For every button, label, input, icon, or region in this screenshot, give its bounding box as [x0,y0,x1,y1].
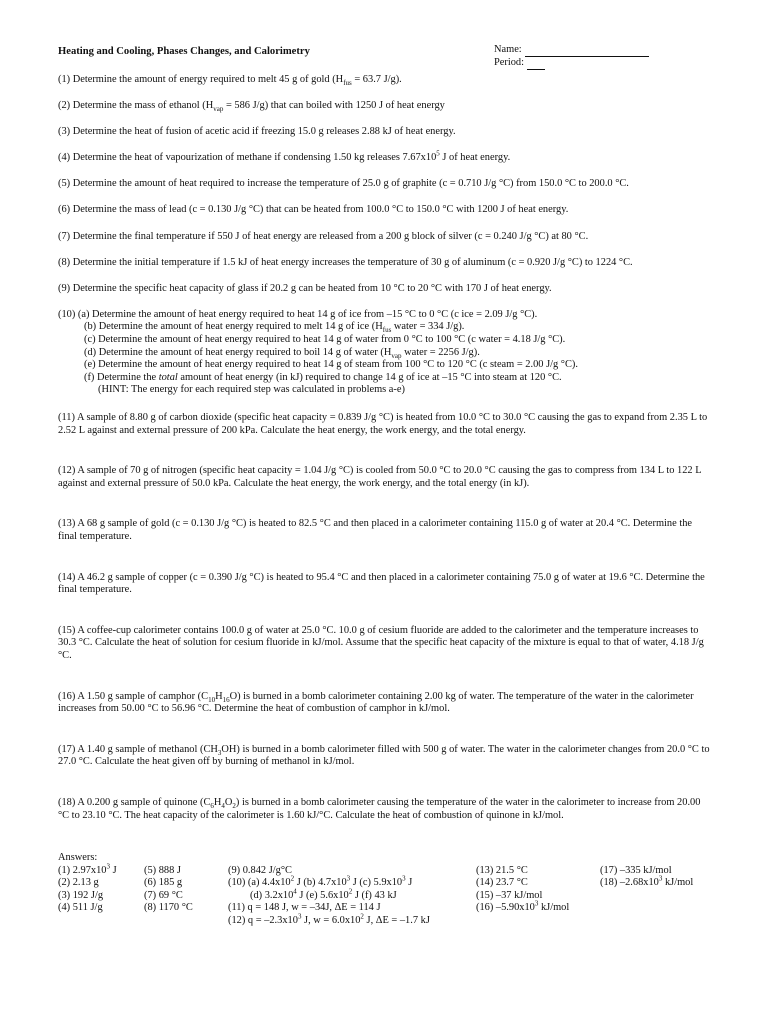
problem-10-b: (b) Determine the amount of heat energy required to melt 14 g of ice ($H_{fus}$ water = 334 J/g). [84,321,465,335]
answer-grid [58,862,710,945]
period-blank[interactable] [527,59,545,70]
problem-13: (13) A 68 g sample of gold (c = 0.130 J/g °C) is heated to 82.5 °C and then placed in a calorimeter containing 115.0 g of water at 20.4 °C. Determine the final temperature. [58,518,693,542]
problem-12: (12) A sample of 70 g of nitrogen (specific heat capacity = 1.04 J/g °C) is cooled from 50.0 °C to 20.0 °C causing the gas to compress from 134 L to 122 L against and external pressure of 50.0 kPa. Calculate the heat energy, the work energy, and the total energy (in kJ). [58,465,702,489]
problem-10-c: (c) Determine the amount of heat energy required to heat 14 g of water from 0 °C to 100 °C (c water = 4.18 J/g °C). [84,334,566,346]
name-field[interactable] [494,44,654,57]
answer-6: (6) 185 g [144,877,183,889]
answer-column-5 [600,865,693,890]
answer-12: (12) $q = -2.3x10^3$ J, $w = 6.0x10^2$ J, ΔE = –1.7 kJ [228,912,430,926]
problem-10-hint: (HINT: The energy for each required step was calculated in problems a-e) [98,384,405,396]
answer-9: (9) 0.842 J/g°C [228,865,292,877]
answer-11: (11) q = 148 J, w = –34J, ΔE = 114 J [228,902,381,914]
answer-17: (17) –335 kJ/mol [600,865,672,877]
answer-key-heading: Answers: [58,852,98,864]
problem-7: (7) Determine the final temperature if 550 J of heat energy are released from a 200 g block of silver (c = 0.240 J/g °C) at 80 °C. [58,230,589,242]
problem-10-a: (10) (a) Determine the amount of heat energy required to heat 14 g of ice from –15 °C to 0 °C (c ice = 2.09 J/g °C). [58,308,538,320]
answer-7: (7) 69 °C [144,889,183,901]
period-field[interactable] [494,57,654,70]
answer-2: (2) 2.13 g [58,877,99,889]
answer-1: (1) $2.97x10^3$ J [58,862,117,877]
period-label: Period: [494,57,525,69]
answer-column-3 [228,865,430,927]
problem-16: (16) A 1.50 g sample of camphor $(C_{10}H_{16}O)$ is burned in a bomb calorimeter containing 2.00 kg of water. The temperature of the water in the calorimeter increases from 50.00 °C to 56.96 °C. Determine the heat of combustion of camphor in kJ/mol. [58,690,694,715]
student-fields [494,44,654,74]
answer-16: (16) $-5.90x10^3$ kJ/mol [476,899,570,914]
answer-column-4 [476,865,569,915]
answer-4: (4) 511 J/g [58,902,103,914]
problem-5: (5) Determine the amount of heat required to increase the temperature of 25.0 g of graphite (c = 0.710 J/g °C) from 150.0 °C to 200.0 °C. [58,178,629,190]
answer-15: (15) –37 kJ/mol [476,889,543,901]
answer-8: (8) 1170 °C [144,902,193,914]
problem-10-parts [84,321,710,397]
answer-10-d-f: (d) $3.2x10^4$ J (e) $5.6x10^2$ J (f) 43 kJ [250,887,397,901]
answer-column-2 [144,865,193,915]
worksheet-title: Heating and Cooling, Phases Changes, and Calorimetry [58,46,310,57]
answer-14: (14) 23.7 °C [476,877,528,889]
problem-10-f: (f) Determine the total amount of heat energy (in kJ) required to change 14 g of ice at –15 °C into steam at 120 °C. [84,371,562,383]
problem-4: (4) Determine the heat of vapourization of methane if condensing 1.50 kg releases $7.67x10^5$ J of heat energy. [58,149,511,164]
problem-11: (11) A sample of 8.80 g of carbon dioxide (specific heat capacity = 0.839 J/g °C) is heated from 10.0 °C to 30.0 °C causing the gas to expand from 2.35 L to 2.52 L against and external pressure of 200 kPa. Calculate the heat energy, the work energy, and the total energy. [58,412,708,436]
answer-10-a-c: (10) (a) $4.4x10^2$ J (b) $4.7x10^3$ J (c) $5.9x10^3$ J [228,875,413,889]
problem-3: (3) Determine the heat of fusion of acetic acid if freezing 15.0 g releases 2.88 kJ of heat energy. [58,126,456,138]
problem-10-e: (e) Determine the amount of heat energy required to heat 14 g of steam from 100 °C to 120 °C (c steam = 2.00 J/g °C). [84,359,578,371]
answer-3: (3) 192 J/g [58,889,104,901]
problem-9: (9) Determine the specific heat capacity of glass if 20.2 g can be heated from 10 °C to 20 °C with 170 J of heat energy. [58,282,552,294]
problem-10 [58,309,710,397]
problem-17: (17) A 1.40 g sample of methanol $(CH_3OH)$ is burned in a bomb calorimeter filled with 500 g of water. The water in the calorimeter changes from 20.0 °C to 27.0 °C. Calculate the heat given off by burning of methanol in kJ/mol. [58,743,710,768]
problem-8: (8) Determine the initial temperature if 1.5 kJ of heat energy increases the temperature of 30 g of aluminum (c = 0.920 J/g °C) to 1224 °C. [58,256,633,268]
problem-10-d: (d) Determine the amount of heat energy required to boil 14 g of water ($H_{vap}$ water = 2256 J/g). [84,346,480,360]
answer-key [58,852,710,945]
problem-14: (14) A 46.2 g sample of copper (c = 0.390 J/g °C) is heated to 95.4 °C and then placed in a calorimeter containing 75.0 g of water at 19.6 °C. Determine the final temperature. [58,571,705,596]
problem-15: (15) A coffee-cup calorimeter contains 100.0 g of water at 25.0 °C. 10.0 g of cesium fluoride are added to the calorimeter and the temperature increases to 30.3 °C. Calculate the heat of solution for cesium fluoride in kJ/mol. Assume that the specific heat capacity of the mixture is equal to that of water, 4.18 J/g °C. [58,624,704,661]
problem-6: (6) Determine the mass of lead (c = 0.130 J/g °C) that can be heated from 100.0 °C to 150.0 °C with 1200 J of heat energy. [58,204,569,216]
answer-column-1 [58,862,117,915]
answer-5: (5) 888 J [144,865,181,877]
name-label: Name: [494,44,522,56]
problem-18: (18) A 0.200 g sample of quinone $(C_6H_4O_2)$ is burned in a bomb calorimeter causing the temperature of the water in the calorimeter to increase from 20.00 °C to 23.10 °C. The heat capacity of the calorimeter is 1.60 kJ/°C. Calculate the heat of combustion of quinone in kJ/mol. [58,796,701,821]
problem-1: (1) Determine the amount of energy required to melt 45 g of gold ($H_{fus} = 63.7$ J/g). [58,74,402,88]
answer-18: (18) $-2.68x10^3$ kJ/mol [600,875,694,889]
worksheet-header [58,44,710,74]
answer-13: (13) 21.5 °C [476,865,528,877]
name-blank[interactable] [525,46,649,57]
problem-2: (2) Determine the mass of ethanol ($H_{vap} = 586$ J/g) that can boiled with 1250 J of heat energy [58,100,445,114]
